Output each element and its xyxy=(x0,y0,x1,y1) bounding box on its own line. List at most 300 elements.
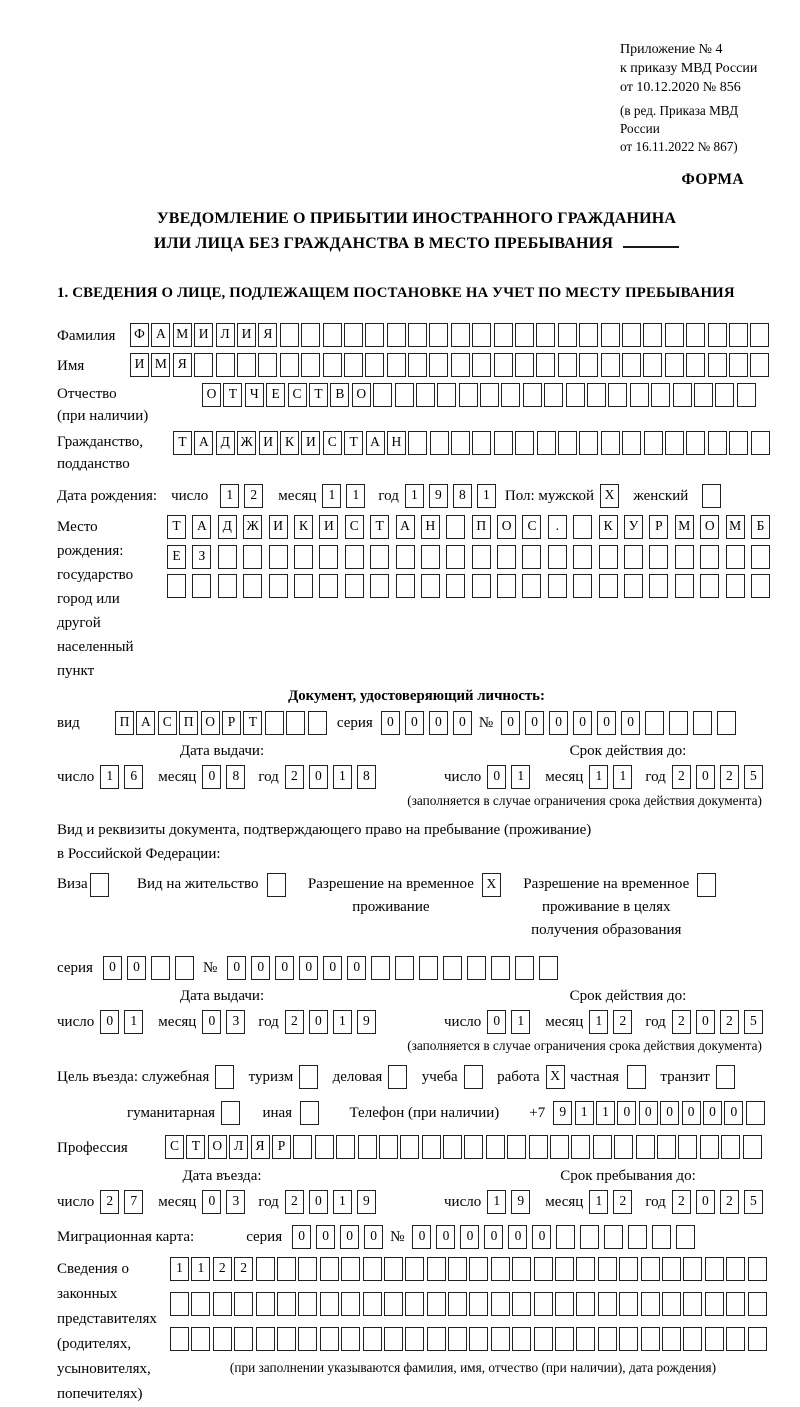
char-cell[interactable] xyxy=(529,1135,548,1159)
char-cell[interactable] xyxy=(619,1292,638,1316)
char-cell[interactable]: В xyxy=(330,383,349,407)
char-cell[interactable] xyxy=(213,1292,232,1316)
char-cell[interactable] xyxy=(599,574,618,598)
char-cell[interactable] xyxy=(430,431,449,455)
char-cell[interactable]: 0 xyxy=(127,956,146,980)
char-cell[interactable]: 2 xyxy=(213,1257,232,1281)
char-cell[interactable]: 0 xyxy=(696,765,715,789)
char-cell[interactable] xyxy=(601,323,620,347)
char-cell[interactable]: О xyxy=(700,515,719,539)
char-cell[interactable]: 2 xyxy=(720,765,739,789)
char-cell[interactable] xyxy=(336,1135,355,1159)
char-cell[interactable] xyxy=(469,1292,488,1316)
char-cell[interactable] xyxy=(539,956,558,980)
char-cell[interactable] xyxy=(472,431,491,455)
char-cell[interactable] xyxy=(662,1327,681,1351)
char-cell[interactable] xyxy=(419,956,438,980)
char-cell[interactable] xyxy=(429,353,448,377)
char-cell[interactable] xyxy=(323,353,342,377)
char-cell[interactable] xyxy=(421,545,440,569)
char-cell[interactable]: А xyxy=(366,431,385,455)
char-cell[interactable]: И xyxy=(319,515,338,539)
char-cell[interactable] xyxy=(669,711,688,735)
char-cell[interactable] xyxy=(748,1327,767,1351)
char-cell[interactable]: Р xyxy=(649,515,668,539)
char-cell[interactable] xyxy=(363,1327,382,1351)
char-cell[interactable] xyxy=(512,1327,531,1351)
char-cell[interactable]: А xyxy=(194,431,213,455)
char-cell[interactable] xyxy=(396,545,415,569)
char-cell[interactable] xyxy=(641,1327,660,1351)
char-cell[interactable] xyxy=(405,1327,424,1351)
char-cell[interactable]: 9 xyxy=(511,1190,530,1214)
char-cell[interactable] xyxy=(630,383,649,407)
char-cell[interactable]: 0 xyxy=(532,1225,551,1249)
char-cell[interactable] xyxy=(269,545,288,569)
char-cell[interactable] xyxy=(358,1135,377,1159)
char-cell[interactable] xyxy=(384,1257,403,1281)
char-cell[interactable] xyxy=(395,383,414,407)
char-cell[interactable] xyxy=(497,545,516,569)
char-cell[interactable] xyxy=(408,353,427,377)
char-cell[interactable] xyxy=(573,515,592,539)
purpose-study-cell[interactable] xyxy=(464,1065,483,1089)
char-cell[interactable] xyxy=(729,323,748,347)
char-cell[interactable]: 5 xyxy=(744,1010,763,1034)
char-cell[interactable]: 8 xyxy=(453,484,472,508)
char-cell[interactable] xyxy=(558,323,577,347)
char-cell[interactable]: 0 xyxy=(617,1101,636,1125)
char-cell[interactable] xyxy=(751,545,770,569)
char-cell[interactable]: Я xyxy=(173,353,192,377)
char-cell[interactable]: 9 xyxy=(357,1190,376,1214)
char-cell[interactable]: Н xyxy=(387,431,406,455)
edu-permit-checkbox-cell[interactable] xyxy=(697,873,716,897)
char-cell[interactable]: А xyxy=(396,515,415,539)
char-cell[interactable]: И xyxy=(259,431,278,455)
char-cell[interactable]: 0 xyxy=(621,711,640,735)
char-cell[interactable] xyxy=(558,431,577,455)
char-cell[interactable]: 0 xyxy=(696,1010,715,1034)
char-cell[interactable] xyxy=(512,1257,531,1281)
char-cell[interactable]: 0 xyxy=(436,1225,455,1249)
char-cell[interactable]: 2 xyxy=(613,1010,632,1034)
char-cell[interactable] xyxy=(301,353,320,377)
char-cell[interactable] xyxy=(700,545,719,569)
char-cell[interactable]: С xyxy=(345,515,364,539)
char-cell[interactable]: 2 xyxy=(285,1010,304,1034)
char-cell[interactable] xyxy=(280,353,299,377)
visa-checkbox-cell[interactable] xyxy=(90,873,109,897)
char-cell[interactable] xyxy=(614,1135,633,1159)
char-cell[interactable] xyxy=(536,323,555,347)
char-cell[interactable]: 0 xyxy=(682,1101,701,1125)
char-cell[interactable]: 0 xyxy=(202,1190,221,1214)
char-cell[interactable]: 0 xyxy=(484,1225,503,1249)
char-cell[interactable] xyxy=(491,1257,510,1281)
char-cell[interactable]: Б xyxy=(751,515,770,539)
char-cell[interactable]: 0 xyxy=(103,956,122,980)
char-cell[interactable] xyxy=(705,1327,724,1351)
char-cell[interactable] xyxy=(676,1225,695,1249)
char-cell[interactable] xyxy=(298,1327,317,1351)
char-cell[interactable] xyxy=(726,1327,745,1351)
char-cell[interactable] xyxy=(192,574,211,598)
char-cell[interactable]: 0 xyxy=(429,711,448,735)
char-cell[interactable] xyxy=(507,1135,526,1159)
char-cell[interactable]: 0 xyxy=(292,1225,311,1249)
char-cell[interactable]: У xyxy=(624,515,643,539)
char-cell[interactable] xyxy=(536,353,555,377)
char-cell[interactable] xyxy=(446,515,465,539)
char-cell[interactable]: Л xyxy=(229,1135,248,1159)
char-cell[interactable] xyxy=(750,323,769,347)
char-cell[interactable] xyxy=(405,1292,424,1316)
char-cell[interactable]: 2 xyxy=(720,1010,739,1034)
char-cell[interactable]: 5 xyxy=(744,1190,763,1214)
char-cell[interactable] xyxy=(451,353,470,377)
char-cell[interactable] xyxy=(395,956,414,980)
char-cell[interactable]: М xyxy=(726,515,745,539)
char-cell[interactable]: 0 xyxy=(309,1190,328,1214)
char-cell[interactable] xyxy=(628,1225,647,1249)
char-cell[interactable] xyxy=(472,574,491,598)
char-cell[interactable]: 1 xyxy=(589,765,608,789)
char-cell[interactable] xyxy=(319,545,338,569)
char-cell[interactable]: А xyxy=(136,711,155,735)
char-cell[interactable]: 0 xyxy=(412,1225,431,1249)
char-cell[interactable] xyxy=(675,545,694,569)
char-cell[interactable] xyxy=(748,1292,767,1316)
char-cell[interactable] xyxy=(708,323,727,347)
char-cell[interactable] xyxy=(294,545,313,569)
char-cell[interactable] xyxy=(315,1135,334,1159)
char-cell[interactable] xyxy=(371,956,390,980)
char-cell[interactable]: 0 xyxy=(660,1101,679,1125)
char-cell[interactable] xyxy=(683,1292,702,1316)
char-cell[interactable] xyxy=(571,1135,590,1159)
char-cell[interactable]: Е xyxy=(266,383,285,407)
char-cell[interactable] xyxy=(555,1257,574,1281)
char-cell[interactable] xyxy=(345,545,364,569)
char-cell[interactable]: 1 xyxy=(191,1257,210,1281)
char-cell[interactable] xyxy=(593,1135,612,1159)
char-cell[interactable]: Р xyxy=(222,711,241,735)
char-cell[interactable] xyxy=(726,1257,745,1281)
char-cell[interactable]: 7 xyxy=(124,1190,143,1214)
char-cell[interactable] xyxy=(365,353,384,377)
char-cell[interactable] xyxy=(686,353,705,377)
char-cell[interactable] xyxy=(598,1292,617,1316)
char-cell[interactable]: 1 xyxy=(322,484,341,508)
char-cell[interactable] xyxy=(491,1292,510,1316)
char-cell[interactable]: 0 xyxy=(347,956,366,980)
char-cell[interactable]: 0 xyxy=(309,765,328,789)
char-cell[interactable]: 1 xyxy=(220,484,239,508)
char-cell[interactable] xyxy=(515,956,534,980)
char-cell[interactable] xyxy=(151,956,170,980)
char-cell[interactable] xyxy=(515,353,534,377)
char-cell[interactable] xyxy=(683,1257,702,1281)
char-cell[interactable] xyxy=(373,383,392,407)
char-cell[interactable] xyxy=(534,1292,553,1316)
char-cell[interactable] xyxy=(522,574,541,598)
char-cell[interactable] xyxy=(580,1225,599,1249)
char-cell[interactable]: П xyxy=(115,711,134,735)
char-cell[interactable]: Д xyxy=(216,431,235,455)
char-cell[interactable] xyxy=(534,1327,553,1351)
char-cell[interactable] xyxy=(387,323,406,347)
char-cell[interactable] xyxy=(573,574,592,598)
char-cell[interactable] xyxy=(555,1327,574,1351)
char-cell[interactable] xyxy=(534,1257,553,1281)
char-cell[interactable] xyxy=(750,353,769,377)
char-cell[interactable] xyxy=(700,1135,719,1159)
char-cell[interactable] xyxy=(269,574,288,598)
char-cell[interactable] xyxy=(491,956,510,980)
char-cell[interactable] xyxy=(657,1135,676,1159)
char-cell[interactable]: 1 xyxy=(346,484,365,508)
char-cell[interactable] xyxy=(341,1257,360,1281)
char-cell[interactable] xyxy=(421,574,440,598)
char-cell[interactable]: О xyxy=(497,515,516,539)
char-cell[interactable] xyxy=(608,383,627,407)
char-cell[interactable]: И xyxy=(301,431,320,455)
char-cell[interactable] xyxy=(301,323,320,347)
char-cell[interactable] xyxy=(665,323,684,347)
purpose-humanitarian-cell[interactable] xyxy=(221,1101,240,1125)
char-cell[interactable] xyxy=(675,574,694,598)
char-cell[interactable]: 1 xyxy=(613,765,632,789)
char-cell[interactable]: И xyxy=(269,515,288,539)
char-cell[interactable]: Н xyxy=(421,515,440,539)
char-cell[interactable] xyxy=(370,545,389,569)
char-cell[interactable] xyxy=(686,431,705,455)
char-cell[interactable] xyxy=(243,574,262,598)
char-cell[interactable] xyxy=(645,711,664,735)
char-cell[interactable] xyxy=(379,1135,398,1159)
char-cell[interactable] xyxy=(601,431,620,455)
char-cell[interactable] xyxy=(643,353,662,377)
char-cell[interactable]: А xyxy=(151,323,170,347)
char-cell[interactable]: 8 xyxy=(357,765,376,789)
char-cell[interactable] xyxy=(451,431,470,455)
purpose-transit-cell[interactable] xyxy=(716,1065,735,1089)
char-cell[interactable] xyxy=(579,353,598,377)
char-cell[interactable] xyxy=(576,1257,595,1281)
char-cell[interactable]: 1 xyxy=(511,765,530,789)
char-cell[interactable] xyxy=(370,574,389,598)
char-cell[interactable] xyxy=(256,1327,275,1351)
char-cell[interactable] xyxy=(416,383,435,407)
char-cell[interactable] xyxy=(726,545,745,569)
char-cell[interactable] xyxy=(459,383,478,407)
char-cell[interactable]: Ф xyxy=(130,323,149,347)
char-cell[interactable]: П xyxy=(472,515,491,539)
char-cell[interactable] xyxy=(341,1327,360,1351)
char-cell[interactable]: 1 xyxy=(511,1010,530,1034)
char-cell[interactable]: 0 xyxy=(227,956,246,980)
char-cell[interactable] xyxy=(619,1257,638,1281)
char-cell[interactable]: 1 xyxy=(589,1190,608,1214)
char-cell[interactable] xyxy=(576,1327,595,1351)
char-cell[interactable] xyxy=(446,545,465,569)
char-cell[interactable]: 0 xyxy=(202,1010,221,1034)
char-cell[interactable]: Д xyxy=(218,515,237,539)
char-cell[interactable]: 0 xyxy=(508,1225,527,1249)
char-cell[interactable] xyxy=(400,1135,419,1159)
char-cell[interactable]: 0 xyxy=(460,1225,479,1249)
char-cell[interactable]: 0 xyxy=(316,1225,335,1249)
char-cell[interactable] xyxy=(726,1292,745,1316)
purpose-other-cell[interactable] xyxy=(300,1101,319,1125)
char-cell[interactable] xyxy=(277,1257,296,1281)
char-cell[interactable]: Т xyxy=(309,383,328,407)
char-cell[interactable]: П xyxy=(179,711,198,735)
char-cell[interactable] xyxy=(576,1292,595,1316)
char-cell[interactable]: Е xyxy=(167,545,186,569)
char-cell[interactable]: 1 xyxy=(170,1257,189,1281)
char-cell[interactable] xyxy=(365,323,384,347)
char-cell[interactable] xyxy=(599,545,618,569)
char-cell[interactable] xyxy=(422,1135,441,1159)
char-cell[interactable] xyxy=(405,1257,424,1281)
char-cell[interactable]: 2 xyxy=(672,1190,691,1214)
purpose-private-cell[interactable] xyxy=(627,1065,646,1089)
char-cell[interactable]: 3 xyxy=(226,1010,245,1034)
char-cell[interactable]: 0 xyxy=(251,956,270,980)
residence-permit-checkbox-cell[interactable] xyxy=(267,873,286,897)
char-cell[interactable]: 5 xyxy=(744,765,763,789)
char-cell[interactable] xyxy=(258,353,277,377)
char-cell[interactable] xyxy=(641,1292,660,1316)
char-cell[interactable] xyxy=(573,545,592,569)
char-cell[interactable] xyxy=(344,323,363,347)
char-cell[interactable]: Т xyxy=(243,711,262,735)
char-cell[interactable] xyxy=(363,1292,382,1316)
char-cell[interactable] xyxy=(308,711,327,735)
char-cell[interactable] xyxy=(751,574,770,598)
char-cell[interactable]: 0 xyxy=(501,711,520,735)
char-cell[interactable] xyxy=(746,1101,765,1125)
char-cell[interactable] xyxy=(491,1327,510,1351)
char-cell[interactable] xyxy=(515,431,534,455)
char-cell[interactable] xyxy=(705,1292,724,1316)
char-cell[interactable]: М xyxy=(173,323,192,347)
char-cell[interactable] xyxy=(344,353,363,377)
char-cell[interactable] xyxy=(644,431,663,455)
char-cell[interactable] xyxy=(286,711,305,735)
char-cell[interactable] xyxy=(429,323,448,347)
char-cell[interactable] xyxy=(705,1257,724,1281)
sex-female-checkbox-cell[interactable] xyxy=(702,484,721,508)
char-cell[interactable]: С xyxy=(158,711,177,735)
char-cell[interactable] xyxy=(277,1292,296,1316)
char-cell[interactable] xyxy=(522,545,541,569)
char-cell[interactable] xyxy=(443,1135,462,1159)
char-cell[interactable]: 2 xyxy=(672,1010,691,1034)
char-cell[interactable]: 0 xyxy=(487,765,506,789)
char-cell[interactable] xyxy=(579,323,598,347)
char-cell[interactable] xyxy=(427,1257,446,1281)
char-cell[interactable] xyxy=(320,1327,339,1351)
char-cell[interactable]: 2 xyxy=(100,1190,119,1214)
char-cell[interactable]: 1 xyxy=(333,765,352,789)
char-cell[interactable] xyxy=(636,1135,655,1159)
char-cell[interactable] xyxy=(280,323,299,347)
char-cell[interactable] xyxy=(494,431,513,455)
char-cell[interactable] xyxy=(175,956,194,980)
char-cell[interactable]: О xyxy=(208,1135,227,1159)
char-cell[interactable]: 9 xyxy=(553,1101,572,1125)
char-cell[interactable] xyxy=(294,574,313,598)
char-cell[interactable] xyxy=(467,956,486,980)
char-cell[interactable] xyxy=(427,1292,446,1316)
char-cell[interactable] xyxy=(652,1225,671,1249)
char-cell[interactable]: 1 xyxy=(333,1010,352,1034)
char-cell[interactable] xyxy=(694,383,713,407)
char-cell[interactable] xyxy=(662,1292,681,1316)
char-cell[interactable]: О xyxy=(201,711,220,735)
char-cell[interactable] xyxy=(737,383,756,407)
char-cell[interactable] xyxy=(469,1257,488,1281)
char-cell[interactable]: 2 xyxy=(613,1190,632,1214)
char-cell[interactable] xyxy=(624,574,643,598)
char-cell[interactable] xyxy=(191,1327,210,1351)
char-cell[interactable] xyxy=(191,1292,210,1316)
char-cell[interactable]: 2 xyxy=(244,484,263,508)
char-cell[interactable] xyxy=(550,1135,569,1159)
char-cell[interactable] xyxy=(384,1292,403,1316)
char-cell[interactable] xyxy=(537,431,556,455)
char-cell[interactable] xyxy=(686,323,705,347)
char-cell[interactable] xyxy=(641,1257,660,1281)
char-cell[interactable] xyxy=(469,1327,488,1351)
char-cell[interactable] xyxy=(649,545,668,569)
char-cell[interactable] xyxy=(494,353,513,377)
char-cell[interactable] xyxy=(497,574,516,598)
char-cell[interactable] xyxy=(548,574,567,598)
char-cell[interactable] xyxy=(237,353,256,377)
char-cell[interactable] xyxy=(437,383,456,407)
char-cell[interactable] xyxy=(451,323,470,347)
char-cell[interactable] xyxy=(649,574,668,598)
char-cell[interactable] xyxy=(323,323,342,347)
char-cell[interactable] xyxy=(673,383,692,407)
char-cell[interactable] xyxy=(693,711,712,735)
char-cell[interactable] xyxy=(427,1327,446,1351)
char-cell[interactable] xyxy=(651,383,670,407)
char-cell[interactable]: А xyxy=(192,515,211,539)
purpose-official-cell[interactable] xyxy=(215,1065,234,1089)
char-cell[interactable] xyxy=(579,431,598,455)
char-cell[interactable]: 0 xyxy=(639,1101,658,1125)
char-cell[interactable]: 0 xyxy=(487,1010,506,1034)
char-cell[interactable] xyxy=(256,1257,275,1281)
char-cell[interactable] xyxy=(619,1327,638,1351)
char-cell[interactable] xyxy=(665,353,684,377)
char-cell[interactable]: 1 xyxy=(487,1190,506,1214)
char-cell[interactable] xyxy=(555,1292,574,1316)
char-cell[interactable]: Т xyxy=(173,431,192,455)
char-cell[interactable] xyxy=(363,1257,382,1281)
char-cell[interactable]: Т xyxy=(186,1135,205,1159)
char-cell[interactable]: 2 xyxy=(672,765,691,789)
char-cell[interactable]: 3 xyxy=(226,1190,245,1214)
char-cell[interactable]: 0 xyxy=(696,1190,715,1214)
char-cell[interactable]: 0 xyxy=(340,1225,359,1249)
char-cell[interactable]: Т xyxy=(370,515,389,539)
